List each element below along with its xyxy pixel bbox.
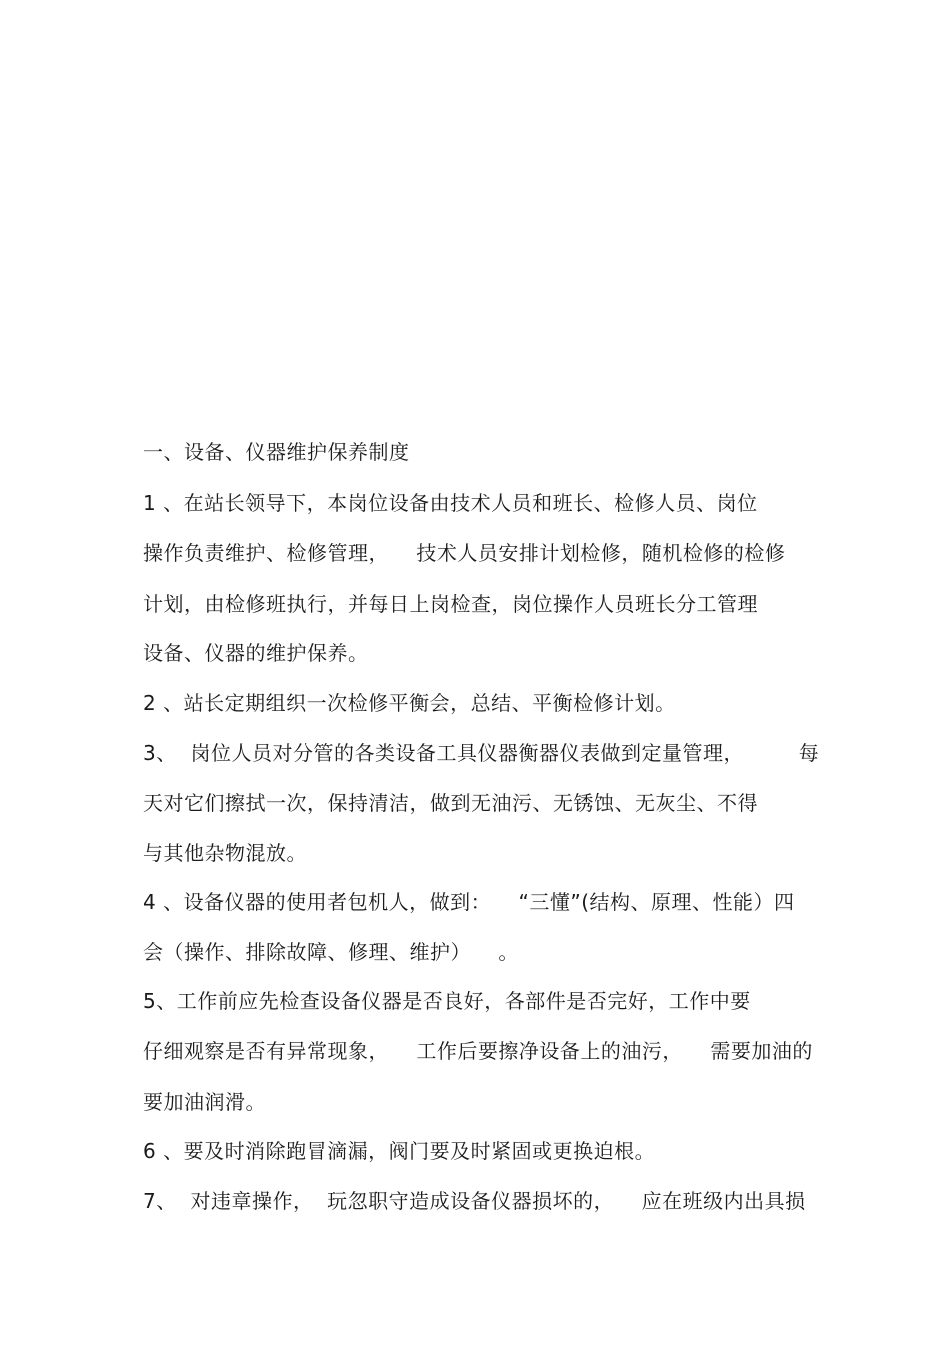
paragraph-line: 会（操作、排除故障、修理、维护） 。 [143, 940, 519, 964]
paragraph-line: 1 、在站长领导下，本岗位设备由技术人员和班长、检修人员、岗位 [143, 491, 758, 515]
paragraph-line: 4 、设备仪器的使用者包机人，做到： “三懂”(结构、原理、性能）四 [143, 890, 795, 914]
paragraph-line: 操作负责维护、检修管理， 技术人员安排计划检修，随机检修的检修 [143, 541, 786, 565]
paragraph-line: 天对它们擦拭一次，保持清洁，做到无油污、无锈蚀、无灰尘、不得 [143, 791, 758, 815]
paragraph-line: 5、工作前应先检查设备仪器是否良好，各部件是否完好，工作中要 [143, 989, 751, 1013]
paragraph-line: 计划，由检修班执行，并每日上岗检查，岗位操作人员班长分工管理 [143, 592, 758, 616]
paragraph-line: 仔细观察是否有异常现象， 工作后要擦净设备上的油污， 需要加油的 [143, 1039, 813, 1063]
paragraph-line: 与其他杂物混放。 [143, 841, 307, 865]
paragraph-line: 6 、要及时消除跑冒滴漏，阀门要及时紧固或更换迫根。 [143, 1139, 656, 1163]
paragraph-line: 要加油润滑。 [143, 1090, 266, 1114]
paragraph-line: 设备、仪器的维护保养。 [143, 641, 369, 665]
paragraph-line: 7、 对违章操作， 玩忽职守造成设备仪器损坏的， 应在班级内出具损 [143, 1189, 806, 1213]
section-heading: 一、设备、仪器维护保养制度 [143, 440, 410, 464]
paragraph-line: 3、 岗位人员对分管的各类设备工具仪器衡器仪表做到定量管理， 每 [143, 741, 820, 765]
paragraph-line: 2 、站长定期组织一次检修平衡会，总结、平衡检修计划。 [143, 691, 676, 715]
